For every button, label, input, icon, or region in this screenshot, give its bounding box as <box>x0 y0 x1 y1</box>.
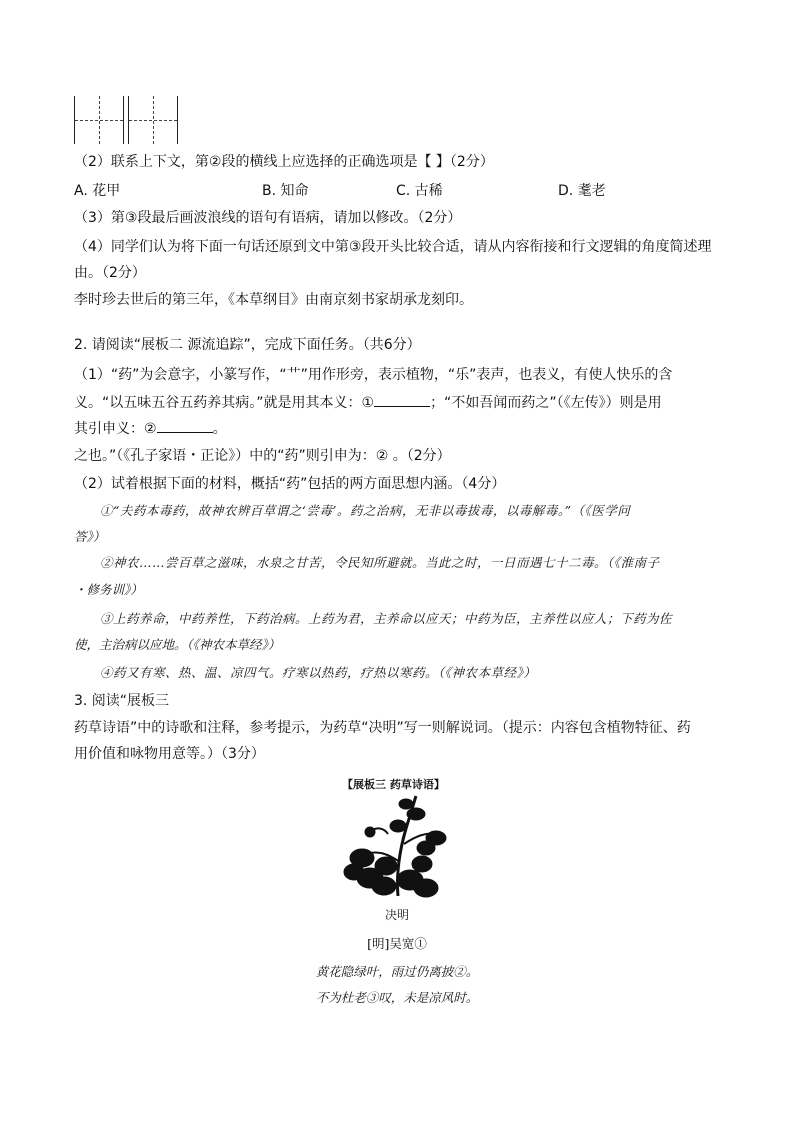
answer-blank-1[interactable] <box>374 392 430 407</box>
q2-p1-line3a: 其引申义：② <box>74 421 157 437</box>
q2-p1-line3b: 。 <box>212 421 227 437</box>
q1-sub4-line1: （4）同学们认为将下面一句话还原到文中第③段开头比较合适，请从内容衔接和行文逻辑的角度简述理 <box>74 239 712 255</box>
option-a: A. 花甲 <box>74 183 121 199</box>
panel-title: 【展板三 药草诗语】 <box>342 778 445 791</box>
material-1-line2: 答》） <box>74 529 106 544</box>
q3-line1: 3. 阅读“展板三 <box>74 693 170 709</box>
q2-p1-line4: 之也。”（《孔子家语・正论》）中的“药”则引申为：② 。（2分） <box>74 448 451 464</box>
juemin-plant-image <box>340 792 452 900</box>
material-2-line1: ②神农……尝百草之滋味，水泉之甘苦，令民知所避就。当此之时，一日而遇七十二毒。（《淮南子 <box>100 555 660 570</box>
option-c: C. 古稀 <box>396 183 443 199</box>
q3-line2: 药草诗语”中的诗歌和注释，参考提示，为药草“决明”写一则解说词。（提示：内容包含植物特征、药 <box>74 720 691 736</box>
q3-line3: 用价值和咏物用意等。）（3分） <box>74 746 265 762</box>
q1-sub3: （3）第③段最后画波浪线的语句有语病，请加以修改。（2分） <box>74 210 462 226</box>
material-2-line2: ・修务训》） <box>74 582 143 597</box>
poem-author: [明]吴宽① <box>367 936 427 951</box>
q1-sub4-line2: 由。（2分） <box>74 265 146 281</box>
option-d: D. 耄老 <box>558 183 606 199</box>
material-3-line2: 使，主治病以应地。（《神农本草经》） <box>74 637 281 652</box>
poem-title: 决明 <box>384 908 409 922</box>
poem-line-2: 不为杜老③叹，未是凉风时。 <box>315 990 479 1005</box>
q1-sentence: 李时珍去世后的第三年，《本草纲目》由南京刻书家胡承龙刻印。 <box>74 292 473 308</box>
q2-title: 2. 请阅读“展板二 源流追踪”，完成下面任务。（共6分） <box>74 337 421 353</box>
material-4: ④药又有寒、热、温、凉四气。疗寒以热药，疗热以寒药。（《神农本草经》） <box>100 665 537 680</box>
material-1-line1: ①“夫药本毒药，故神农辨百草谓之‘尝毒’。药之治病，无非以毒拔毒，以毒解毒。”（《医学问 <box>100 503 631 518</box>
q2-p2-title: （2）试着根据下面的材料，概括“药”包括的两方面思想内涵。（4分） <box>74 476 506 492</box>
grid-cell <box>74 96 124 144</box>
q1-sub2: （2）联系上下文，第②段的横线上应选择的正确选项是【 】（2分） <box>74 154 494 170</box>
q2-p1-line2a: 义。“以五味五谷五药养其病。”就是用其本义：① <box>74 395 375 411</box>
poem-line-1: 黄花隐绿叶，雨过仍离披②。 <box>315 964 479 979</box>
q2-p1-line3 <box>74 418 227 439</box>
writing-grid <box>74 96 178 144</box>
grid-cell <box>128 96 178 144</box>
answer-blank-2[interactable] <box>157 418 213 433</box>
q2-p1-line2 <box>74 392 662 413</box>
material-3-line1: ③上药养命，中药养性，下药治病。上药为君，主养命以应天；中药为臣，主养性以应人；下药为佐 <box>100 611 673 626</box>
q2-p1-line1: （1）“药”为会意字，小篆写作，“艹”用作形旁，表示植物，“乐”表声，也表义，有使人快乐的含 <box>74 367 673 383</box>
q2-p1-line2b: ；“不如吾闻而药之”（《左传》）则是用 <box>430 395 662 411</box>
option-b: B. 知命 <box>262 183 309 199</box>
